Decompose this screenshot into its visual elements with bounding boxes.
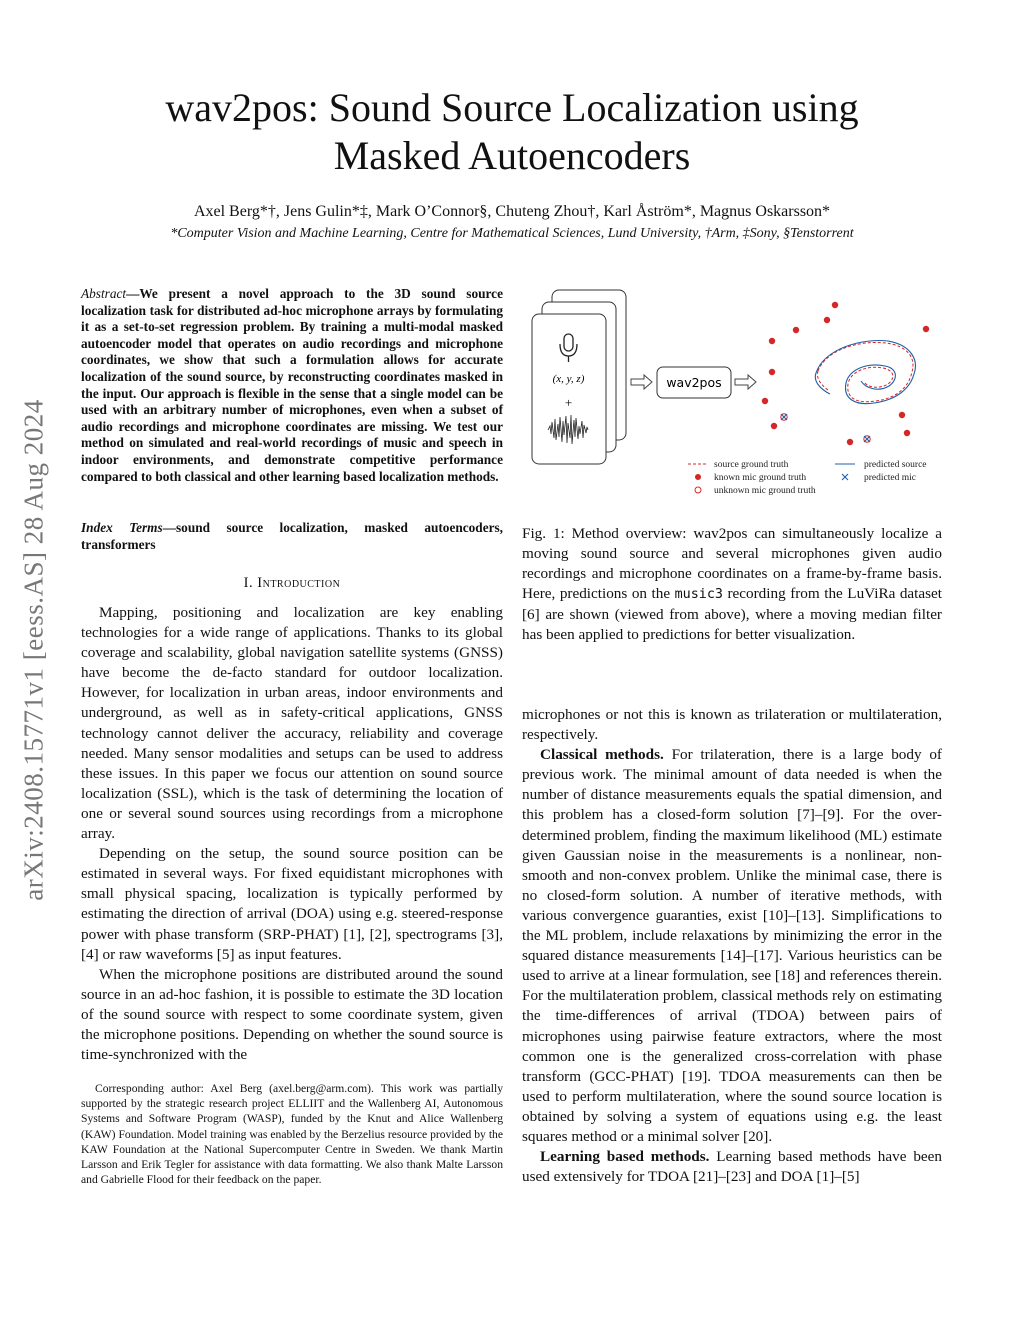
- learning-methods-label: Learning based methods.: [540, 1148, 710, 1166]
- abstract-label: Abstract: [81, 286, 127, 301]
- learning-methods-text: Learning based methods have been used extensively for TDOA [21]–[23] and DOA [1]–[5]: [522, 1148, 942, 1186]
- intro-paragraph-3: When the microphone positions are distributed around the sound source in an ad-hoc fashion, it is possible to estimate the 3D location of the sound source with respect to some coordinate system, given the microphone positions. Depending on whether the sound source is time-synchronized with the: [81, 965, 503, 1064]
- footnote: [81, 1081, 503, 1187]
- classical-methods-paragraph: [522, 745, 942, 1147]
- section-title: Introduction: [257, 575, 341, 591]
- footnote-text: Corresponding author: Axel Berg (axel.berg@arm.com). This work was partially supported by the strategic research project ELLIIT and the Wallenberg AI, Autonomous Systems and Software Program (WASP), funded by the Knut and Alice Wallenberg (KAW) Foundation. Model training was enabled by the Berzelius resource provided by the KAW Foundation at the National Supercomputer Centre in Sweden. We thank Martin Larsson and Erik Tegler for assistance with data formatting. We also thank Malte Larsson and Gabrielle Flood for their feedback on the paper.: [81, 1082, 503, 1187]
- caption-code: music3: [674, 587, 723, 603]
- section-heading-introduction: [81, 575, 503, 592]
- affiliations: *Computer Vision and Machine Learning, Centre for Mathematical Sciences, Lund University, †Arm, ‡Sony, §Tenstorrent: [170, 226, 854, 241]
- caption-text-b: recording from the LuViRa dataset [6] are shown (viewed from above), where a moving median filter has been applied to predictions for better visualization.: [522, 585, 942, 644]
- legend-source-gt: source ground truth: [714, 460, 789, 470]
- index-terms: [81, 520, 503, 553]
- legend-pred-mic: predicted mic: [864, 473, 916, 483]
- legend-pred-source: predicted source: [864, 460, 927, 470]
- model-label: wav2pos: [666, 375, 722, 390]
- title-line-2: Masked Autoencoders: [333, 133, 691, 178]
- classical-methods-label: Classical methods.: [540, 746, 664, 764]
- author-list: Axel Berg*†, Jens Gulin*‡, Mark O’Connor§, Chuteng Zhou†, Karl Åström*, Magnus Oskarsson*: [193, 203, 831, 220]
- legend-known-mic: known mic ground truth: [714, 473, 807, 483]
- title-line-1: wav2pos: Sound Source Localization using: [165, 85, 859, 130]
- intro-paragraph-1: Mapping, positioning and localization are key enabling technologies for a wide range of applications. Thanks to its global coverage and scalability, global navigation satellite systems (GNSS) have become the de-facto standard for outdoor localization. However, for localization in urban areas, indoor environments and underground, as well as in safety-critical applications, GNSS technology cannot deliver the accuracy, reliability and coverage needed. Many sensor modalities and setups can be used to address these issues. In this paper we focus our attention on sound source localization (SSL), which is the task of determining the location of one or several sound sources using recordings from a microphone array.: [81, 604, 503, 843]
- right-paragraph-continuation: microphones or not this is known as trilateration or multilateration, respectively.: [522, 706, 942, 744]
- predicted-source-path: [815, 341, 915, 404]
- paper-title: [90, 84, 934, 180]
- figure-legend: [688, 460, 927, 496]
- index-text: —sound source localization, masked autoencoders, transformers: [81, 520, 503, 552]
- arxiv-sidebar-stamp: [14, 340, 54, 960]
- section-number: I.: [243, 575, 258, 591]
- arrow-to-model: [631, 375, 652, 389]
- introduction-body: [81, 603, 503, 1065]
- predicted-mic-markers: [781, 414, 870, 442]
- right-column-body: [522, 705, 942, 1187]
- classical-methods-text: For trilateration, there is a large body of previous work. The minimal amount of data needed is when the number of distance measurements equals the spatial dimension, and this problem has a closed-form solution [7]–[9]. For the over-determined problem, finding the maximum likelihood (ML) estimate given Gaussian noise in the measurements is a nonlinear, non-smooth and non-convex problem. Unlike the minimal case, there is no closed-form solution. A number of iterative methods, with various convergence guaranties, exist [10]–[13]. Simplifications to the ML problem, include relaxations by minimizing the error in the squared distance measurements [14]–[17]. Various heuristics can be used to arrive at a linear formulation, see [18] and references therein. For the multilateration problem, classical methods rely on estimating the time-differences of arrival (TDOA) between pairs of microphones using pairwise feature extractors, where the most common one is the generalized cross-correlation with phase transform (GCC-PHAT) [19]. TDOA measurements can then be used to perform multilateration, where the sound source location is obtained by solving a system of equations using e.g. the least squares method or a minimal solver [20].: [522, 746, 942, 1145]
- known-mic-markers: [762, 302, 929, 445]
- intro-paragraph-2: Depending on the setup, the sound source position can be estimated in several ways. For fixed equidistant microphones with small physical spacing, localization is typically performed by estimating the direction of arrival (DOA) using e.g. steered-response power with phase transform (SRP-PHAT) [1], [2], spectrograms [3], [4] or raw waveforms [5] as input features.: [81, 845, 503, 963]
- arrow-to-output: [735, 375, 756, 389]
- legend-unknown-mic: unknown mic ground truth: [714, 486, 816, 496]
- localization-plot: [762, 302, 929, 445]
- index-label: Index Terms: [81, 520, 163, 535]
- plus-label: +: [564, 395, 573, 410]
- figure-1-method-overview: [528, 288, 944, 500]
- abstract: [81, 286, 503, 485]
- unknown-mic-markers: [781, 414, 870, 442]
- caption-text-a: Fig. 1: Method overview: wav2pos can simultaneously localize a moving sound source and several microphones given audio recordings and microphone coordinates on a frame-by-frame basis. Here, predictions on the: [522, 525, 942, 603]
- input-card-front: [532, 314, 606, 464]
- arxiv-id: arXiv:2408.15771v1 [eess.AS] 28 Aug 2024: [18, 399, 49, 901]
- source-ground-truth-path: [817, 342, 913, 401]
- figure-1-caption: [522, 524, 942, 646]
- learning-methods-paragraph: [522, 1147, 942, 1187]
- abstract-text: —We present a novel approach to the 3D sound source localization task for distributed ad-hoc microphone arrays by formulating it as a set-to-set regression problem. By training a multi-modal masked autoencoder model that operates on audio recordings and microphone coordinates, we show that such a formulation allows for accurate localization of the sound source, by reconstructing coordinates masked in the input. Our approach is flexible in the sense that a single model can be used with an arbitrary number of microphones, even when a subset of audio recordings and microphone coordinates are missing. We test our method on simulated and real-world recordings of music and speech in indoor environments, and demonstrate competitive performance compared to both classical and other learning based localization methods.: [81, 286, 503, 484]
- coordinate-label: (x, y, z): [552, 373, 585, 385]
